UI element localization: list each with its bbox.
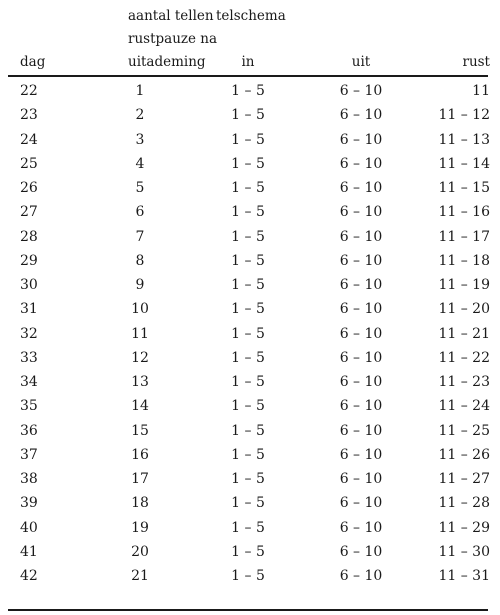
cell-rust: 11 – 20: [438, 301, 490, 318]
cell-uit: 6 – 10: [339, 277, 383, 293]
cell-in: 1 – 5: [231, 471, 265, 487]
cell-in: 1 – 5: [231, 519, 265, 536]
table-row: [0, 176, 500, 200]
cell-pauze: 16: [131, 446, 149, 463]
cell-in: 1 – 5: [231, 349, 265, 366]
table-row: [0, 128, 500, 152]
table-row: [0, 564, 500, 588]
cell-dag: 32: [20, 325, 38, 342]
cell-rust: 11 – 31: [438, 568, 490, 584]
cell-dag: 38: [20, 471, 38, 487]
cell-in: 1 – 5: [231, 252, 265, 269]
cell-in: 1 – 5: [231, 155, 265, 172]
table-row: [0, 346, 500, 370]
cell-uit: 6 – 10: [339, 519, 383, 536]
cell-pauze: 9: [135, 277, 145, 293]
cell-pauze: 13: [131, 374, 149, 390]
header-pauze-line2: rustpauze na: [128, 31, 218, 47]
cell-in: 1 – 5: [231, 277, 265, 293]
cell-dag: 42: [20, 568, 38, 584]
cell-uit: 6 – 10: [339, 252, 383, 269]
table-body: [0, 79, 500, 588]
table-row: [0, 225, 500, 249]
cell-uit: 6 – 10: [339, 471, 383, 487]
cell-uit: 6 – 10: [339, 107, 383, 124]
cell-uit: 6 – 10: [339, 131, 383, 148]
header-rule: [8, 75, 488, 77]
cell-rust: 11 – 22: [438, 349, 490, 366]
cell-rust: 11 – 17: [438, 228, 490, 245]
cell-in: 1 – 5: [231, 83, 265, 99]
cell-dag: 31: [20, 301, 38, 318]
cell-dag: 26: [20, 180, 38, 196]
cell-rust: 11 – 26: [438, 446, 490, 463]
cell-rust: 11 – 19: [438, 277, 490, 293]
cell-dag: 29: [20, 252, 38, 269]
header-dag: dag: [20, 54, 46, 70]
header-rust: rust: [462, 54, 490, 70]
cell-pauze: 8: [135, 252, 145, 269]
table-row: [0, 491, 500, 515]
table-row: [0, 200, 500, 224]
cell-rust: 11 – 23: [438, 374, 490, 390]
cell-rust: 11 – 27: [438, 471, 490, 487]
cell-dag: 33: [20, 349, 38, 366]
cell-uit: 6 – 10: [339, 374, 383, 390]
header-pauze-line3: uitademing: [128, 54, 206, 70]
header-pauze-line1: aantal tellen: [128, 8, 214, 24]
cell-in: 1 – 5: [231, 374, 265, 390]
table-row: [0, 273, 500, 297]
cell-rust: 11 – 18: [438, 252, 490, 269]
table-row: [0, 419, 500, 443]
cell-pauze: 10: [131, 301, 149, 318]
cell-dag: 35: [20, 398, 38, 415]
cell-uit: 6 – 10: [339, 543, 383, 560]
cell-pauze: 17: [131, 471, 149, 487]
cell-uit: 6 – 10: [339, 422, 383, 439]
table-row: [0, 394, 500, 418]
cell-uit: 6 – 10: [339, 495, 383, 512]
cell-uit: 6 – 10: [339, 568, 383, 584]
table-row: [0, 79, 500, 103]
cell-rust: 11 – 21: [438, 325, 490, 342]
table-row: [0, 322, 500, 346]
cell-dag: 37: [20, 446, 38, 463]
cell-pauze: 5: [135, 180, 145, 196]
cell-rust: 11 – 29: [438, 519, 490, 536]
cell-in: 1 – 5: [231, 325, 265, 342]
header-in: in: [241, 54, 255, 70]
table-row: [0, 540, 500, 564]
cell-pauze: 20: [131, 543, 149, 560]
table-row: [0, 370, 500, 394]
cell-uit: 6 – 10: [339, 446, 383, 463]
cell-dag: 36: [20, 422, 38, 439]
cell-dag: 34: [20, 374, 38, 390]
cell-pauze: 6: [135, 204, 145, 221]
cell-uit: 6 – 10: [339, 301, 383, 318]
cell-dag: 27: [20, 204, 38, 221]
header-telschema: telschema: [216, 8, 286, 24]
cell-rust: 11 – 24: [438, 398, 490, 415]
cell-uit: 6 – 10: [339, 228, 383, 245]
cell-uit: 6 – 10: [339, 155, 383, 172]
cell-in: 1 – 5: [231, 422, 265, 439]
cell-in: 1 – 5: [231, 568, 265, 584]
cell-in: 1 – 5: [231, 131, 265, 148]
cell-dag: 41: [20, 543, 38, 560]
table-row: [0, 103, 500, 127]
cell-rust: 11 – 15: [438, 180, 490, 196]
cell-in: 1 – 5: [231, 301, 265, 318]
cell-pauze: 12: [131, 349, 149, 366]
table-row: [0, 443, 500, 467]
cell-in: 1 – 5: [231, 446, 265, 463]
table-row: [0, 297, 500, 321]
cell-uit: 6 – 10: [339, 83, 383, 99]
cell-dag: 40: [20, 519, 38, 536]
cell-dag: 28: [20, 228, 38, 245]
cell-pauze: 4: [135, 155, 145, 172]
table-row: [0, 249, 500, 273]
cell-dag: 22: [20, 83, 38, 99]
cell-uit: 6 – 10: [339, 349, 383, 366]
cell-in: 1 – 5: [231, 543, 265, 560]
cell-dag: 25: [20, 155, 38, 172]
table-row: [0, 516, 500, 540]
cell-pauze: 1: [135, 83, 145, 99]
cell-pauze: 11: [131, 325, 149, 342]
cell-pauze: 15: [131, 422, 149, 439]
table-row: [0, 152, 500, 176]
cell-in: 1 – 5: [231, 180, 265, 196]
cell-pauze: 2: [135, 107, 145, 124]
header-uit: uit: [351, 54, 371, 70]
cell-dag: 39: [20, 495, 38, 512]
cell-in: 1 – 5: [231, 204, 265, 221]
cell-uit: 6 – 10: [339, 204, 383, 221]
cell-rust: 11 – 16: [438, 204, 490, 221]
cell-pauze: 21: [131, 568, 149, 584]
footer-rule: [8, 609, 488, 611]
cell-pauze: 19: [131, 519, 149, 536]
cell-pauze: 3: [135, 131, 145, 148]
cell-rust: 11 – 25: [438, 422, 490, 439]
cell-dag: 30: [20, 277, 38, 293]
cell-in: 1 – 5: [231, 495, 265, 512]
cell-pauze: 7: [135, 228, 145, 245]
cell-in: 1 – 5: [231, 107, 265, 124]
cell-pauze: 18: [131, 495, 149, 512]
cell-in: 1 – 5: [231, 228, 265, 245]
cell-uit: 6 – 10: [339, 180, 383, 196]
cell-uit: 6 – 10: [339, 325, 383, 342]
cell-dag: 23: [20, 107, 38, 124]
cell-dag: 24: [20, 131, 38, 148]
cell-rust: 11 – 12: [438, 107, 490, 124]
table-row: [0, 467, 500, 491]
cell-in: 1 – 5: [231, 398, 265, 415]
cell-uit: 6 – 10: [339, 398, 383, 415]
cell-rust: 11 – 28: [438, 495, 490, 512]
cell-pauze: 14: [131, 398, 149, 415]
cell-rust: 11 – 14: [438, 155, 490, 172]
cell-rust: 11 – 13: [438, 131, 490, 148]
cell-rust: 11 – 30: [438, 543, 490, 560]
cell-rust: 11: [472, 83, 490, 99]
